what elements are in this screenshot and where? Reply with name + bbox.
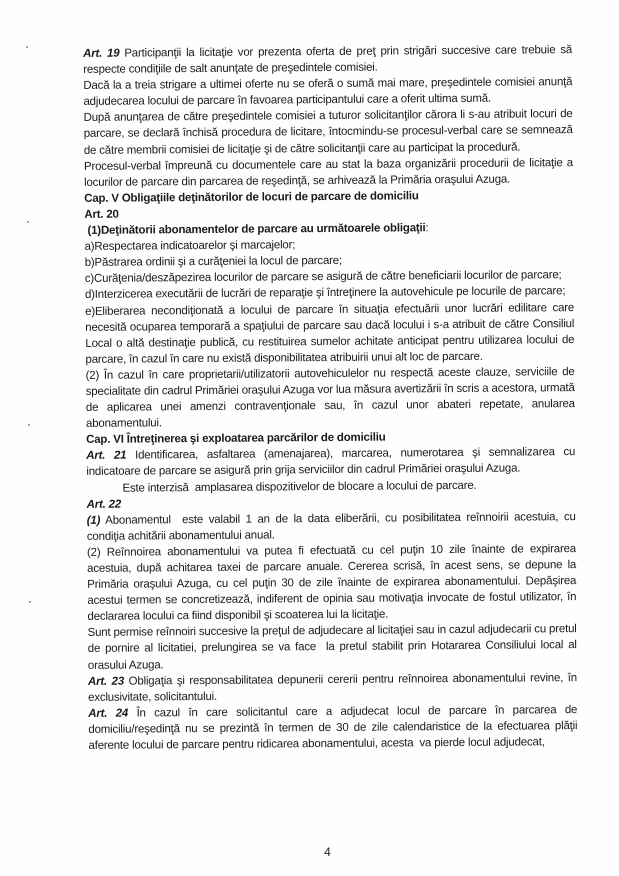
- text-run: (1): [86, 514, 101, 527]
- text-run: Cap. VI Întreţinerea şi exploatarea parcărilor de domiciliu: [86, 431, 386, 447]
- scan-speck: [27, 221, 29, 223]
- paragraph: [87, 509, 576, 545]
- paragraph: [88, 670, 577, 706]
- text-run: d)Interzicerea executării de lucrări de reparaţie şi întreţinere la autovehicule pe locurile de parcare;: [84, 285, 566, 302]
- text-run: Art. 22: [86, 498, 122, 511]
- text-run: Art. 21: [86, 449, 127, 463]
- paragraph: [88, 702, 577, 754]
- text-run: b)Păstrarea ordinii şi a curăţeniei la locul de parcare;: [84, 255, 343, 270]
- paragraph: [86, 444, 575, 480]
- page-footer: [83, 845, 572, 859]
- text-run: Abonamentul este valabil 1 an de la data eliberării, cu posibilitatea reînnoirii acestuia, cu condiţia achitării abonamentului anual.: [86, 510, 576, 543]
- text-run: După anunţarea de către preşedintele comisiei a tuturor solicitanţilor cărora li s-au atribuit locuri de parcare, se declară închisă procedura de licitare, întocmindu-se procesul-verbal care se semnează de către membrii comisiei de licitaţie şi de către solicitanţii care au participat la procedură.: [83, 108, 573, 157]
- text-run: Art. 23: [87, 675, 125, 688]
- paragraph: [83, 42, 572, 78]
- paragraph: [84, 155, 573, 191]
- text-run: Cap. V Obligaţiile deţinătorilor de locuri de parcare de domiciliu: [84, 190, 419, 205]
- text-run: Dacă la a treia strigare a ultimei oferte nu se oferă o sumă mai mare, preşedintele comisiei anunţă adjudecarea locului de parcare în favoarea participantului care a oferit ultima sumă.: [83, 76, 573, 109]
- text-run: (1)Deţinătorii abonamentelor de parcare au următoarele obligaţii: [87, 222, 426, 237]
- text-run: Participanţii la licitaţie vor prezenta oferta de preţ prin strigări succesive care trebuie să respecte condiţiile de salt anunţate de preşedintele comisiei.: [83, 44, 573, 77]
- text-run: Identificarea, asfaltarea (amenajarea), marcarea, numerotarea şi semnalizarea cu indicatoare de parcare se asigură prin grija serviciilor din cadrul Primăriei oraşului Azuga.: [86, 446, 576, 479]
- text-run: Art. 20: [84, 208, 119, 221]
- text-run: :: [425, 222, 429, 235]
- scan-speck: [28, 424, 30, 426]
- document-body: [83, 42, 578, 754]
- text-run: a)Respectarea indicatoarelor şi marcajelor;: [84, 239, 296, 254]
- text-run: (2) Reînnoirea abonamentului va putea fi efectuată cu cel puţin 10 zile înainte de expirarea acestuia, după achitarea taxei de parcare anuale. Cererea scrisă, în acest sens, se depune la Primăria oraşului Azuga, cu cel puţin 30 de zile înainte de expirarea abonamentului. Depăşirea acestui termen se concretizează, indiferent de opinia sau motivaţia invocate de fostul utilizator, în declararea locului ca fiind disponibil şi scoaterea lui la licitaţie.: [86, 542, 577, 624]
- page-number: 4: [324, 845, 331, 859]
- scan-speck: [26, 46, 28, 48]
- paragraph: [83, 74, 572, 110]
- text-run: Obligaţia şi responsabilitatea depunerii cererii pentru reînnoirea abonamentului revine, în exclusivitate, solicitantului.: [88, 671, 578, 704]
- paragraph: [84, 106, 573, 158]
- text-run: Art. 24: [88, 707, 129, 720]
- paragraph: [87, 541, 577, 625]
- text-run: (2) În cazul în care proprietarii/utilizatorii autovehiculelor nu respectă aceste clauze, serviciile de specialitate din cadrul Primăriei oraşului Azuga vor lua măsura avertizării în scris a acestora, urmată de aplicarea unei amenzi contravenţionale sau, în cazul unor abateri repetate, anularea abonamentului.: [85, 365, 575, 431]
- paragraph: [85, 300, 574, 368]
- scan-speck: [29, 601, 31, 603]
- text-run: c)Curăţenia/deszăpezirea locurilor de parcare se asigură de către beneficiarii locurilor de parcare;: [84, 269, 562, 286]
- text-run: Procesul-verbal împreună cu documentele care au stat la baza organizării procedurii de licitaţie a locurilor de parcare din parcarea de reşedinţă, se arhivează la Primăria oraşului Azuga.: [83, 156, 573, 189]
- text-run: e)Eliberarea necondiţionată a locului de parcare în situaţia efectuării unor lucrări edilitare care necesită ocuparea temporară a spaţiului de parcare sau dacă locului i s-a atribuit de către Consiliul Local o altă destinaţie publică, cu restituirea sumelor achitate anticipat pentru utilizarea locului de parcare, în cazul în care nu există disponibilitatea atribuirii unui alt loc de parcare.: [85, 301, 575, 366]
- paragraph: [86, 364, 575, 432]
- text-run: Sunt permise reînnoiri succesive la preţul de adjudecare al licitaţiei sau in cazul adjudecarii cu pretul de pornire al licitatiei, prelungirea se va face la pretul stabilit prin Hotararea Consiliului local al orasului Azuga.: [87, 623, 577, 672]
- text-run: Este interzisă amplasarea dispozitivelor de blocare a locului de parcare.: [122, 479, 477, 495]
- text-run: Art. 19: [83, 47, 120, 60]
- text-run: În cazul în care solicitantul care a adjudecat locul de parcare în parcarea de domiciliu/reşedinţă nu se prezintă în termen de 30 de zile calendaristice de la efectuarea plăţii aferente locului de parcare pentru ridicarea abonamentului, acesta va pierde locul adjudecat,: [88, 703, 578, 752]
- paragraph: [88, 621, 577, 673]
